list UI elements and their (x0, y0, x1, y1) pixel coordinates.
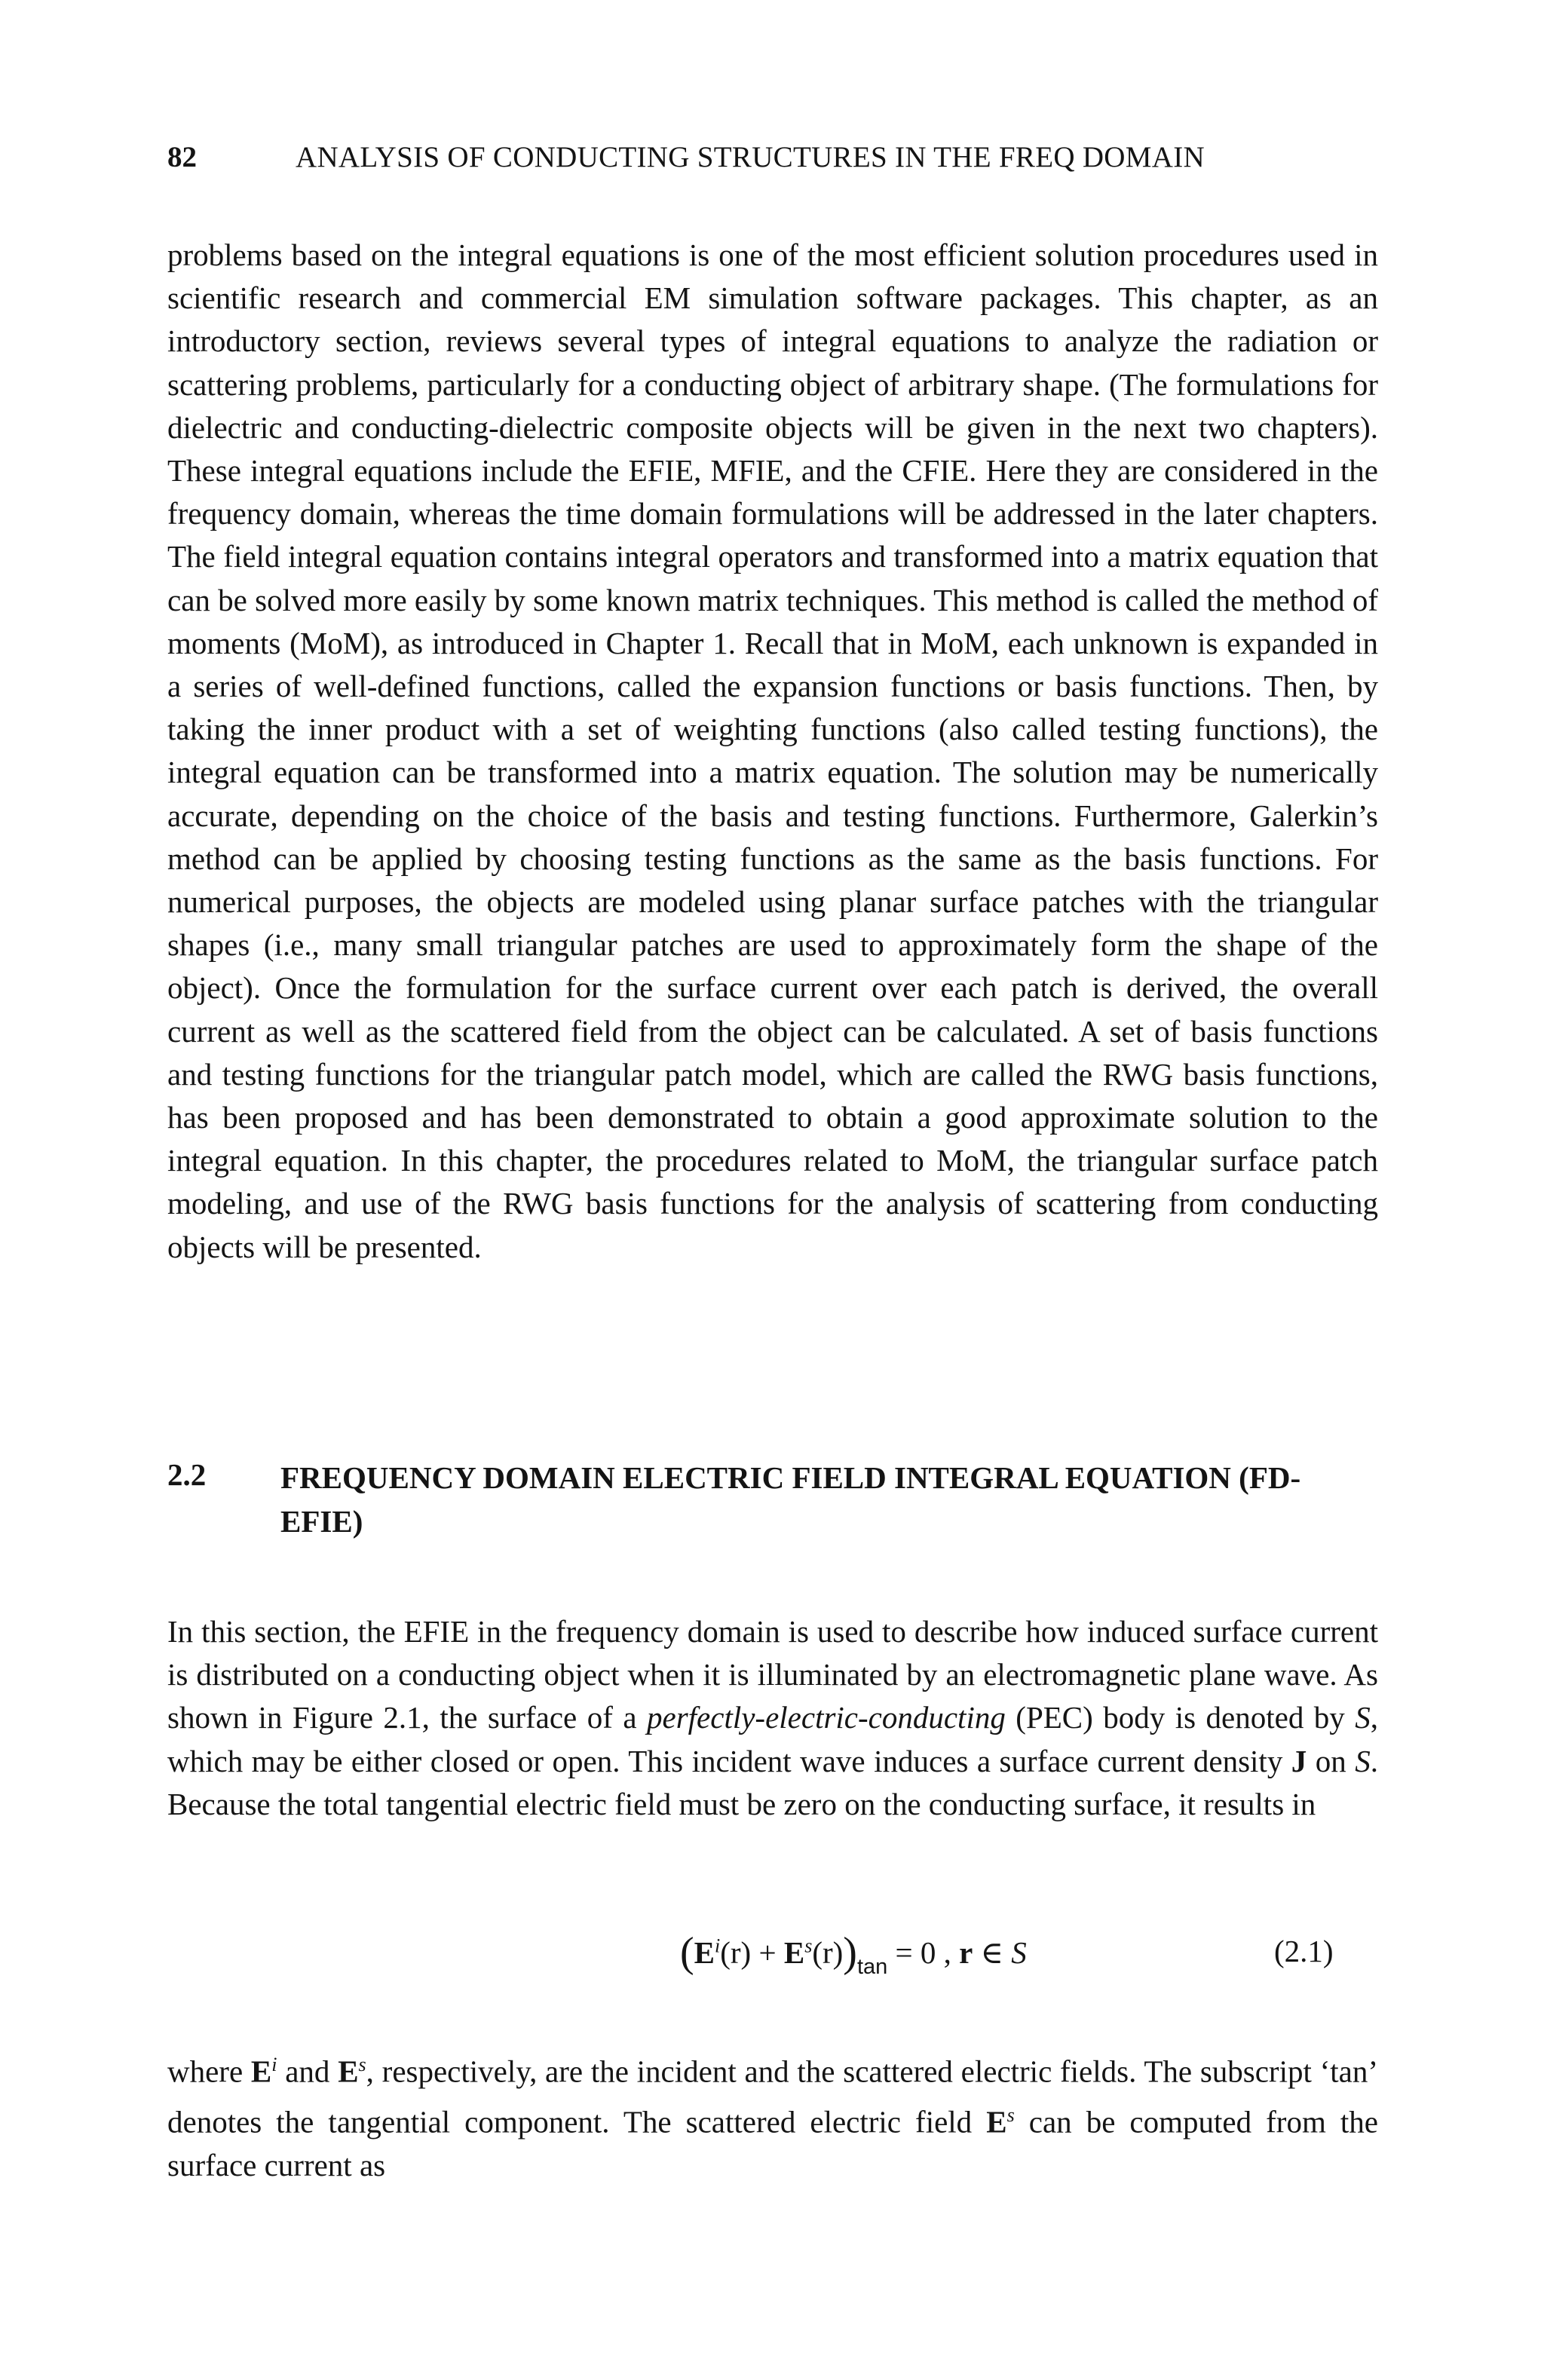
equation-number: (2.1) (1274, 1934, 1334, 1968)
page-number: 82 (167, 141, 197, 173)
pec-term: perfectly-electric-conducting (647, 1700, 1006, 1735)
surface-symbol: S (1355, 1700, 1371, 1735)
surface-symbol: S (1355, 1743, 1371, 1778)
section-title: FREQUENCY DOMAIN ELECTRIC FIELD INTEGRAL EQUATION (FD-EFIE) (280, 1460, 1301, 1539)
section-paragraph: In this section, the EFIE in the frequency domain is used to describe how induced surface current is distributed on a conducting object when it is illuminated by an electromagnetic plane wave. As shown in Figure 2.1, the surface of a perfectly-electric-conducting (PEC) body is denoted by S, which may be either closed or open. This incident wave induces a surface current density J on S. Because the total tangential electric field must be zero on the conducting surface, it results in (167, 1614, 1379, 1821)
current-density-symbol: J (1291, 1743, 1307, 1778)
equation-2-1 (0, 1921, 1544, 1989)
section-number: 2.2 (167, 1457, 207, 1492)
page-header (0, 140, 1544, 185)
intro-paragraph: problems based on the integral equations is one of the most efficient solution procedures used in scientific research and commercial EM simulation software packages. This chapter, as an introductory section, reviews several types of integral equations to analyze the radiation or scattering problems, particularly for a conducting object of arbitrary shape. (The formulations for dielectric and conducting-dielectric composite objects will be given in the next two chapters). These integral equations include the EFIE, MFIE, and the CFIE. Here they are considered in the frequency domain, whereas the time domain formulations will be addressed in the later chapters. The field integral equation contains integral operators and transformed into a matrix equation that can be solved more easily by some known matrix techniques. This method is called the method of moments (MoM), as introduced in Chapter 1. Recall that in MoM, each unknown is expanded in a series of well-defined functions, called the expansion functions or basis functions. Then, by taking the inner product with a set of weighting functions (also called testing functions), the integral equation can be transformed into a matrix equation. The solution may be numerically accurate, depending on the choice of the basis and testing functions. Furthermore, Galerkin’s method can be applied by choosing testing functions as the same as the basis functions. For numerical purposes, the objects are modeled using planar surface patches with the triangular shapes (i.e., many small triangular patches are used to approximately form the shape of the object). Once the formulation for the surface current over each patch is derived, the overall current as well as the scattered field from the object can be calculated. A set of basis functions and testing functions for the triangular patch model, which are called the RWG basis functions, has been proposed and has been demonstrated to obtain a good approximate solution to the integral equation. In this chapter, the procedures related to MoM, the triangular surface patch modeling, and use of the RWG basis functions for the analysis of scattering from conducting objects will be presented. (167, 237, 1378, 1264)
after-equation-paragraph: where $E^i$ and $E^s$, respectively, are the incident and the scattered electric fields. The subscript ‘tan’ denotes the tangential component. The scattered electric field $E^s$ can be computed from the surface current as (167, 2054, 1379, 2182)
equation-body: $(E^i(r) + E^s(r))_{tan} = 0$ , r ∈ S (680, 1929, 1027, 1979)
running-head: ANALYSIS OF CONDUCTING STRUCTURES IN THE FREQ DOMAIN (296, 141, 1205, 173)
